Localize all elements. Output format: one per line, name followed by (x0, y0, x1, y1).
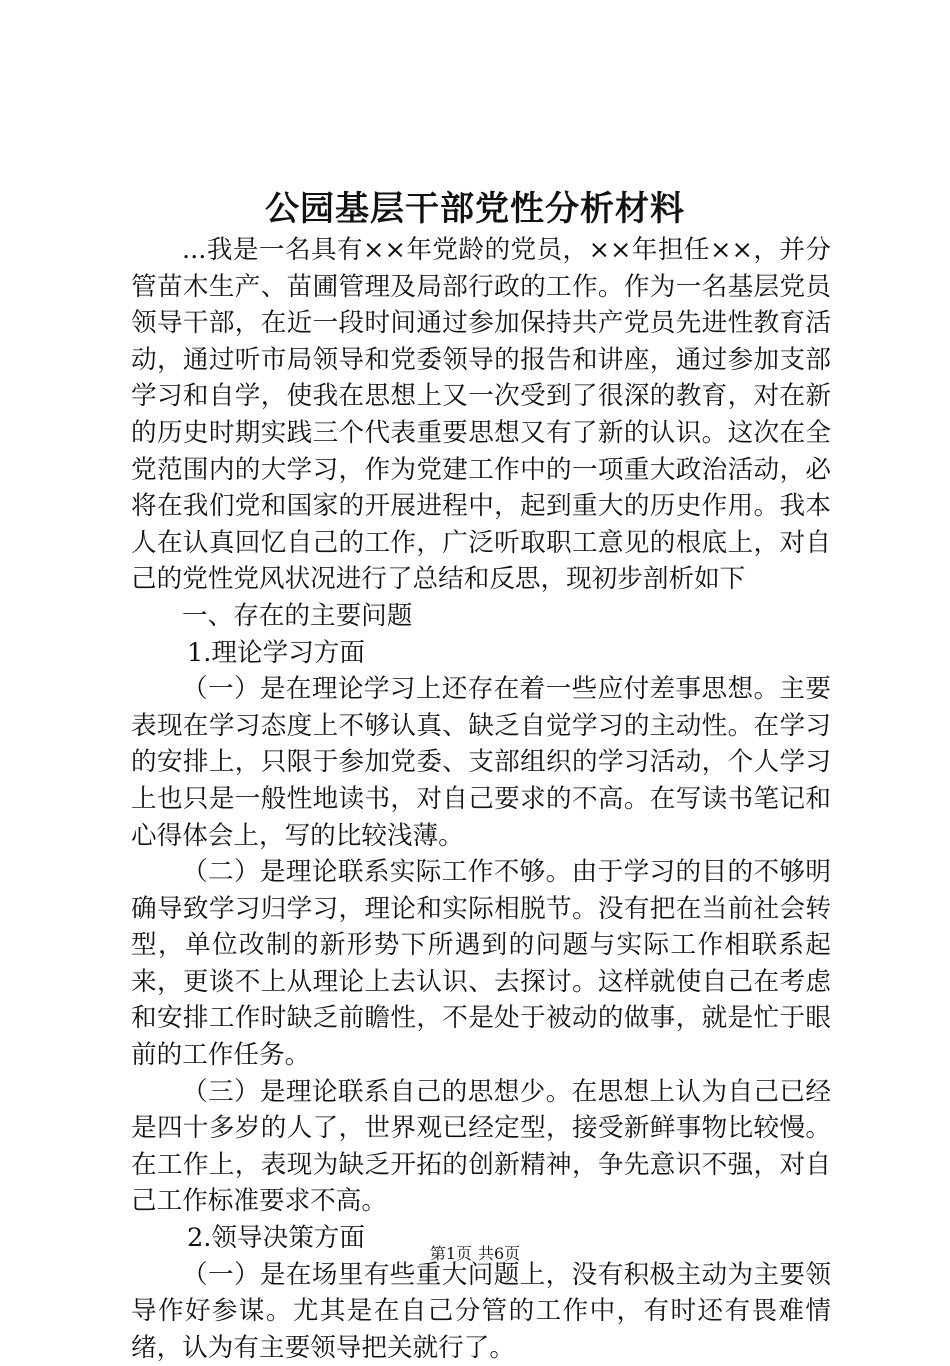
paragraph: （二）是理论联系实际工作不够。由于学习的目的不够明确导致学习归学习，理论和实际相脱节。没有把在当前社会转型，单位改制的新形势下所遇到的问题与实际工作相联系起来，更谈不上从理论上去认识、去探讨。这样就使自己在考虑和安排工作时缺乏前瞻性，不是处于被动的做事，就是忙于眼前的工作任务。 (131, 857, 831, 1071)
document-title: 公园基层干部党性分析材料 (265, 189, 685, 229)
subsection-heading: 1.理论学习方面 (187, 637, 365, 668)
page-number: 第1页 (429, 1244, 472, 1263)
page-total: 共6页 (478, 1244, 521, 1263)
paragraph: （一）是在理论学习上还存在着一些应付差事思想。主要表现在学习态度上不够认真、缺乏自觉学习的主动性。在学习的安排上，只限于参加党委、支部组织的学习活动，个人学习上也只是一般性地读书，对自己要求的不高。在写读书笔记和心得体会上，写的比较浅薄。 (131, 674, 831, 851)
page-footer (0, 1243, 950, 1265)
document-body (131, 232, 831, 1366)
paragraph: ...我是一名具有××年党龄的党员，××年担任××，并分管苗木生产、苗圃管理及局部行政的工作。作为一名基层党员领导干部，在近一段时间通过参加保持共产党员先进性教育活动，通过听市局领导和党委领导的报告和讲座，通过参加支部学习和自学，使我在思想上又一次受到了很深的教育，对在新的历史时期实践三个代表重要思想又有了新的认识。这次在全党范围内的大学习，作为党建工作中的一项重大政治活动，必将在我们党和国家的开展进程中，起到重大的历史作用。我本人在认真回忆自己的工作，广泛听取职工意见的根底上，对自己的党性党风状况进行了总结和反思，现初步剖析如下 (131, 235, 831, 595)
paragraph: （三）是理论联系自己的思想少。在思想上认为自己已经是四十多岁的人了，世界观已经定型，接受新鲜事物比较慢。在工作上，表现为缺乏开拓的创新精神，争先意识不强，对自己工作标准要求不高。 (131, 1076, 831, 1217)
subsection-heading: 2.领导决策方面 (187, 1223, 365, 1254)
section-heading: 一、存在的主要问题 (182, 600, 413, 631)
paragraph: （一）是在场里有些重大问题上，没有积极主动为主要领导作好参谋。尤其是在自己分管的工作中，有时还有畏难情绪，认为有主要领导把关就行了。 (131, 1259, 831, 1363)
